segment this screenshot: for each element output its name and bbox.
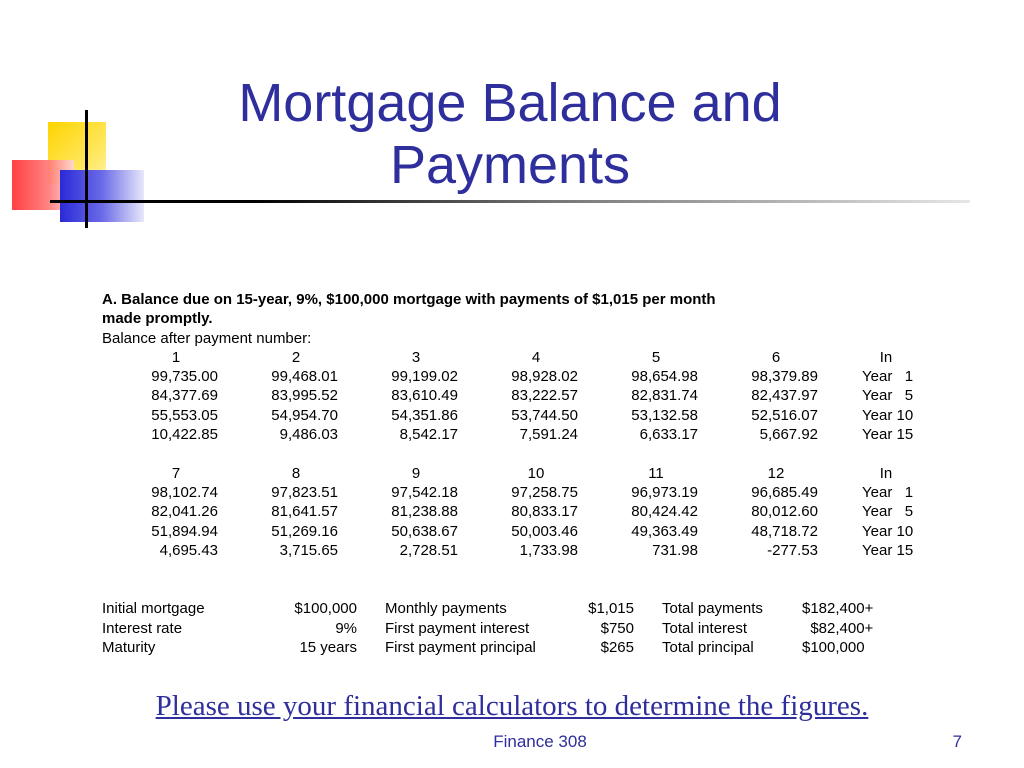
table-header-cell: 8 bbox=[291, 464, 301, 482]
table-cell: 99,468.01 bbox=[271, 368, 338, 386]
table-cell: 98,654.98 bbox=[631, 368, 698, 386]
table-cell: 54,351.86 bbox=[391, 406, 458, 424]
table-cell: 98,102.74 bbox=[151, 483, 218, 501]
table-cell: 81,238.88 bbox=[391, 503, 458, 521]
summary-value: $265 bbox=[600, 639, 634, 657]
table-cell: 51,269.16 bbox=[271, 522, 338, 540]
table-cell: 53,132.58 bbox=[631, 406, 698, 424]
table-cell: 50,003.46 bbox=[511, 522, 578, 540]
table-header-cell: 6 bbox=[771, 348, 781, 366]
balance-table-block-2 bbox=[102, 464, 932, 560]
table-cell: 5,667.92 bbox=[759, 426, 818, 444]
table-cell: 7,591.24 bbox=[519, 426, 578, 444]
table-cell: 80,012.60 bbox=[751, 503, 818, 521]
table-cell: 98,928.02 bbox=[511, 368, 578, 386]
table-cell: 97,542.18 bbox=[391, 483, 458, 501]
mortgage-summary bbox=[102, 599, 932, 658]
summary-label: Initial mortgage bbox=[102, 600, 205, 617]
footnote-link[interactable]: Please use your financial calculators to determine the figures. bbox=[155, 690, 869, 722]
table-header-cell: 1 bbox=[171, 348, 181, 366]
summary-value: $750 bbox=[600, 619, 634, 637]
summary-label: Total payments bbox=[662, 600, 763, 617]
page-number: 7 bbox=[952, 732, 962, 751]
summary-row bbox=[102, 619, 932, 639]
table-cell: 97,258.75 bbox=[511, 483, 578, 501]
table-year-cell: Year 15 bbox=[862, 541, 914, 559]
table-cell: 82,831.74 bbox=[631, 387, 698, 405]
table-cell: 54,954.70 bbox=[271, 406, 338, 424]
summary-row bbox=[102, 599, 932, 619]
table-cell: 82,041.26 bbox=[151, 503, 218, 521]
title-line-1: Mortgage Balance and bbox=[238, 73, 782, 133]
summary-label: Total interest bbox=[662, 619, 748, 637]
vertical-line-shape bbox=[85, 110, 88, 228]
table-cell: 53,744.50 bbox=[511, 406, 578, 424]
balance-table-section bbox=[102, 290, 932, 560]
table-cell: 1,733.98 bbox=[519, 541, 578, 559]
table-cell: 731.98 bbox=[652, 541, 698, 559]
table-cell: -277.53 bbox=[767, 541, 818, 559]
table-cell: 9,486.03 bbox=[279, 426, 338, 444]
summary-value: $182,400+ bbox=[802, 600, 874, 617]
blue-square-shape bbox=[60, 170, 144, 222]
table-cell: 80,424.42 bbox=[631, 503, 698, 521]
table-header-cell: 9 bbox=[411, 464, 421, 482]
table-cell: 55,553.05 bbox=[151, 406, 218, 424]
summary-row bbox=[102, 638, 932, 658]
summary-value: $1,015 bbox=[588, 600, 634, 617]
table-cell: 96,685.49 bbox=[751, 483, 818, 501]
table-cell: 99,199.02 bbox=[391, 368, 458, 386]
decorative-logo bbox=[0, 100, 160, 230]
table-cell: 84,377.69 bbox=[151, 387, 218, 405]
table-year-cell: Year 5 bbox=[862, 387, 914, 405]
section-heading-line-2: made promptly. bbox=[102, 310, 213, 328]
table-header-cell: 11 bbox=[648, 464, 664, 482]
table-cell: 83,610.49 bbox=[391, 387, 458, 405]
table-year-cell: Year 1 bbox=[862, 368, 914, 386]
summary-value: $100,000 bbox=[802, 639, 865, 657]
table-header-cell: In bbox=[879, 464, 893, 482]
table-year-cell: Year 5 bbox=[862, 503, 914, 521]
table-year-cell: Year 10 bbox=[862, 522, 914, 540]
section-heading-line-1: A. Balance due on 15-year, 9%, $100,000 mortgage with payments of $1,015 per month bbox=[102, 291, 716, 308]
table-header-cell: In bbox=[879, 348, 893, 366]
table-header-cell: 7 bbox=[171, 464, 181, 482]
slide-title bbox=[160, 72, 860, 196]
table-cell: 3,715.65 bbox=[279, 541, 338, 559]
summary-label: Total principal bbox=[662, 639, 754, 657]
table-cell: 96,973.19 bbox=[631, 483, 698, 501]
table-cell: 83,995.52 bbox=[271, 387, 338, 405]
table-cell: 52,516.07 bbox=[751, 406, 818, 424]
table-year-cell: Year 15 bbox=[862, 426, 914, 444]
table-cell: 2,728.51 bbox=[399, 541, 458, 559]
summary-label: First payment principal bbox=[385, 639, 536, 657]
table-cell: 48,718.72 bbox=[751, 522, 818, 540]
table-cell: 6,633.17 bbox=[639, 426, 698, 444]
table-cell: 83,222.57 bbox=[511, 387, 578, 405]
table-year-cell: Year 10 bbox=[862, 406, 914, 424]
table-cell: 82,437.97 bbox=[751, 387, 818, 405]
summary-value: 15 years bbox=[299, 639, 357, 657]
summary-label: First payment interest bbox=[385, 619, 530, 637]
balance-table-block-1 bbox=[102, 348, 932, 444]
summary-label: Monthly payments bbox=[385, 600, 507, 617]
summary-label: Interest rate bbox=[102, 619, 183, 637]
table-cell: 80,833.17 bbox=[511, 503, 578, 521]
table-cell: 98,379.89 bbox=[751, 368, 818, 386]
summary-value: $100,000 bbox=[294, 600, 357, 617]
summary-label: Maturity bbox=[102, 639, 156, 657]
table-spacer bbox=[102, 444, 932, 463]
footer-course-label: Finance 308 bbox=[493, 732, 587, 751]
section-subheading: Balance after payment number: bbox=[102, 329, 312, 347]
table-cell: 50,638.67 bbox=[391, 522, 458, 540]
table-header-cell: 3 bbox=[411, 348, 421, 366]
summary-value: 9% bbox=[335, 619, 357, 637]
table-cell: 81,641.57 bbox=[271, 503, 338, 521]
table-cell: 4,695.43 bbox=[159, 541, 218, 559]
table-year-cell: Year 1 bbox=[862, 483, 914, 501]
table-cell: 51,894.94 bbox=[151, 522, 218, 540]
title-underline-rule bbox=[50, 200, 970, 203]
table-header-cell: 2 bbox=[291, 348, 301, 366]
title-line-2: Payments bbox=[389, 135, 631, 195]
table-cell: 97,823.51 bbox=[271, 483, 338, 501]
table-cell: 10,422.85 bbox=[151, 426, 218, 444]
table-cell: 99,735.00 bbox=[151, 368, 218, 386]
table-header-cell: 5 bbox=[651, 348, 661, 366]
table-header-cell: 4 bbox=[531, 348, 541, 366]
summary-value: $82,400+ bbox=[802, 619, 874, 637]
table-cell: 49,363.49 bbox=[631, 522, 698, 540]
table-header-cell: 12 bbox=[767, 464, 785, 482]
table-cell: 8,542.17 bbox=[399, 426, 458, 444]
table-header-cell: 10 bbox=[527, 464, 545, 482]
